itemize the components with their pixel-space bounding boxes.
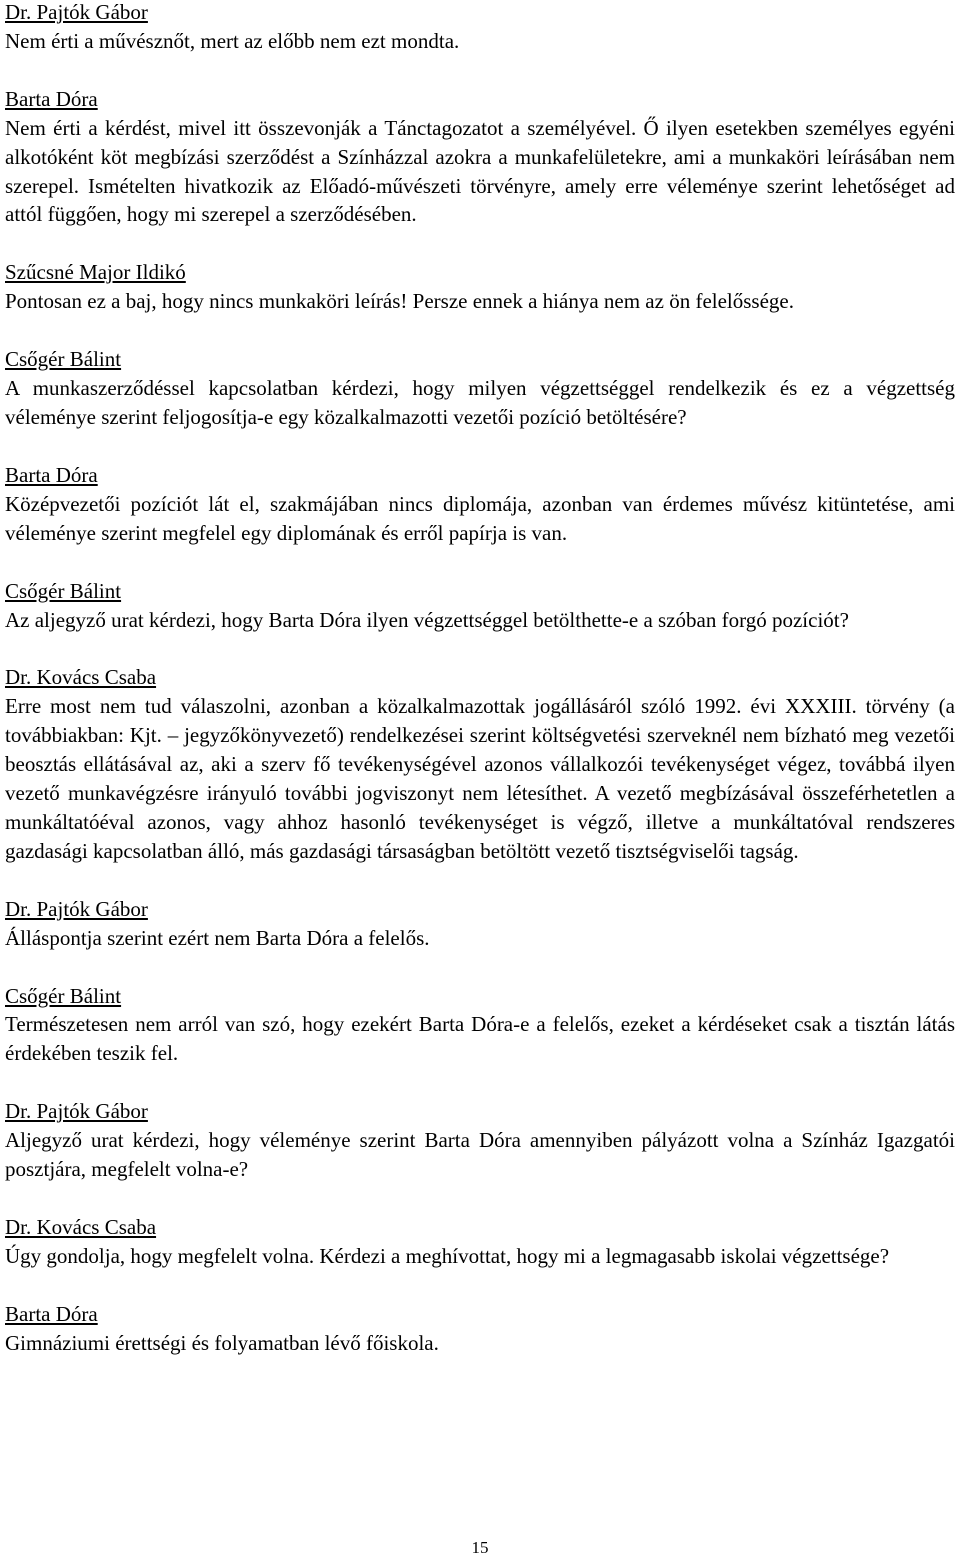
speech-text: A munkaszerződéssel kapcsolatban kérdezi, hogy milyen végzettséggel rendelkezik és ez a végzettség véleménye szerint feljogosítja-e egy közalkalmazotti vezetői pozíció betöltésére? [5, 376, 955, 429]
speaker-name: Csőgér Bálint [5, 983, 122, 1008]
speech-text: Természetesen nem arról van szó, hogy ezekért Barta Dóra-e a felelős, ezeket a kérdéseket csak a tisztán látás érdekében teszik fel. [5, 1012, 955, 1066]
exchange-block [5, 0, 955, 56]
speech-text: Erre most nem tud válaszolni, azonban a közalkalmazottak jogállásáról szóló 1992. évi XXXIII. törvény (a továbbiakban: Kjt. – jegyzőkönyvezető) rendelkezései szerint költségvetési szerveknél nem bízható meg vezetői beosztás ellátásával az, aki a szerv fő tevékenységével azonos vállalkozói tevékenységet végez, továbbá ilyen vezető munkavégzésre irányuló további jogviszonyt nem létesíthet. A vezető megbízásával összeférhetetlen a munkáltatóéval azonos, vagy ahhoz hasonló tevékenységet is végző, illetve a munkáltatóval rendszeres gazdasági kapcsolatban álló, más gazdasági társaságban betöltött vezető tisztségviselői tagság. [5, 694, 955, 863]
exchange-block [5, 663, 955, 865]
exchange-block [5, 1097, 955, 1184]
document-page [5, 0, 955, 1387]
exchange-block [5, 258, 955, 316]
exchange-block [5, 345, 955, 432]
exchange-block [5, 1300, 955, 1358]
speaker-name: Dr. Kovács Csaba [5, 665, 157, 690]
speaker-name: Csőgér Bálint [5, 347, 122, 372]
exchange-block [5, 577, 955, 635]
speaker-name: Dr. Pajtók Gábor [5, 0, 148, 24]
speaker-name: Csőgér Bálint [5, 578, 122, 603]
speech-text: Gimnáziumi érettségi és folyamatban lévő főiskola. [5, 1330, 439, 1355]
speaker-name: Dr. Pajtók Gábor [5, 896, 148, 921]
speaker-name: Barta Dóra [5, 86, 98, 111]
speech-text: Nem érti a művésznőt, mert az előbb nem ezt mondta. [5, 28, 460, 53]
speech-text: Úgy gondolja, hogy megfelelt volna. Kérdezi a meghívottat, hogy mi a legmagasabb iskolai végzettsége? [5, 1243, 890, 1268]
exchange-block [5, 1213, 955, 1271]
speaker-name: Dr. Kovács Csaba [5, 1215, 157, 1239]
exchange-block [5, 85, 955, 230]
exchange-block [5, 461, 955, 548]
speaker-name: Dr. Pajtók Gábor [5, 1099, 148, 1124]
page-number: 15 [471, 1538, 489, 1557]
speaker-name: Barta Dóra [5, 462, 98, 487]
speech-text: Aljegyző urat kérdezi, hogy véleménye szerint Barta Dóra amennyiben pályázott volna a Színház Igazgatói posztjára, megfelelt volna-e? [5, 1128, 955, 1182]
speech-text: Nem érti a kérdést, mivel itt összevonják a Tánctagozatot a személyével. Ő ilyen esetekben személyes egyéni alkotóként köt megbízási szerződést a Színházzal azokra a munkafelületekre, ami a munkaköri leírásában nem szerepel. Ismételten hivatkozik az Előadó-művészeti törvényre, amely erre véleménye szerint lehetőséget ad attól függően, hogy mi szerepel a szerződésében. [5, 115, 955, 227]
speech-text: Álláspontja szerint ezért nem Barta Dóra a felelős. [5, 925, 430, 950]
speaker-name: Szűcsné Major Ildikó [5, 260, 186, 285]
exchange-block [5, 982, 955, 1069]
speaker-name: Barta Dóra [5, 1301, 98, 1326]
speech-text: Középvezetői pozíciót lát el, szakmájában nincs diplomája, azonban van érdemes művész kitüntetése, ami véleménye szerint megfelel egy diplomának és erről papírja is van. [5, 491, 955, 545]
speech-text: Az aljegyző urat kérdezi, hogy Barta Dóra ilyen végzettséggel betölthette-e a szóban forgó pozíciót? [5, 607, 849, 632]
exchange-block [5, 895, 955, 953]
speech-text: Pontosan ez a baj, hogy nincs munkaköri leírás! Persze ennek a hiánya nem az ön felelőssége. [5, 289, 794, 314]
